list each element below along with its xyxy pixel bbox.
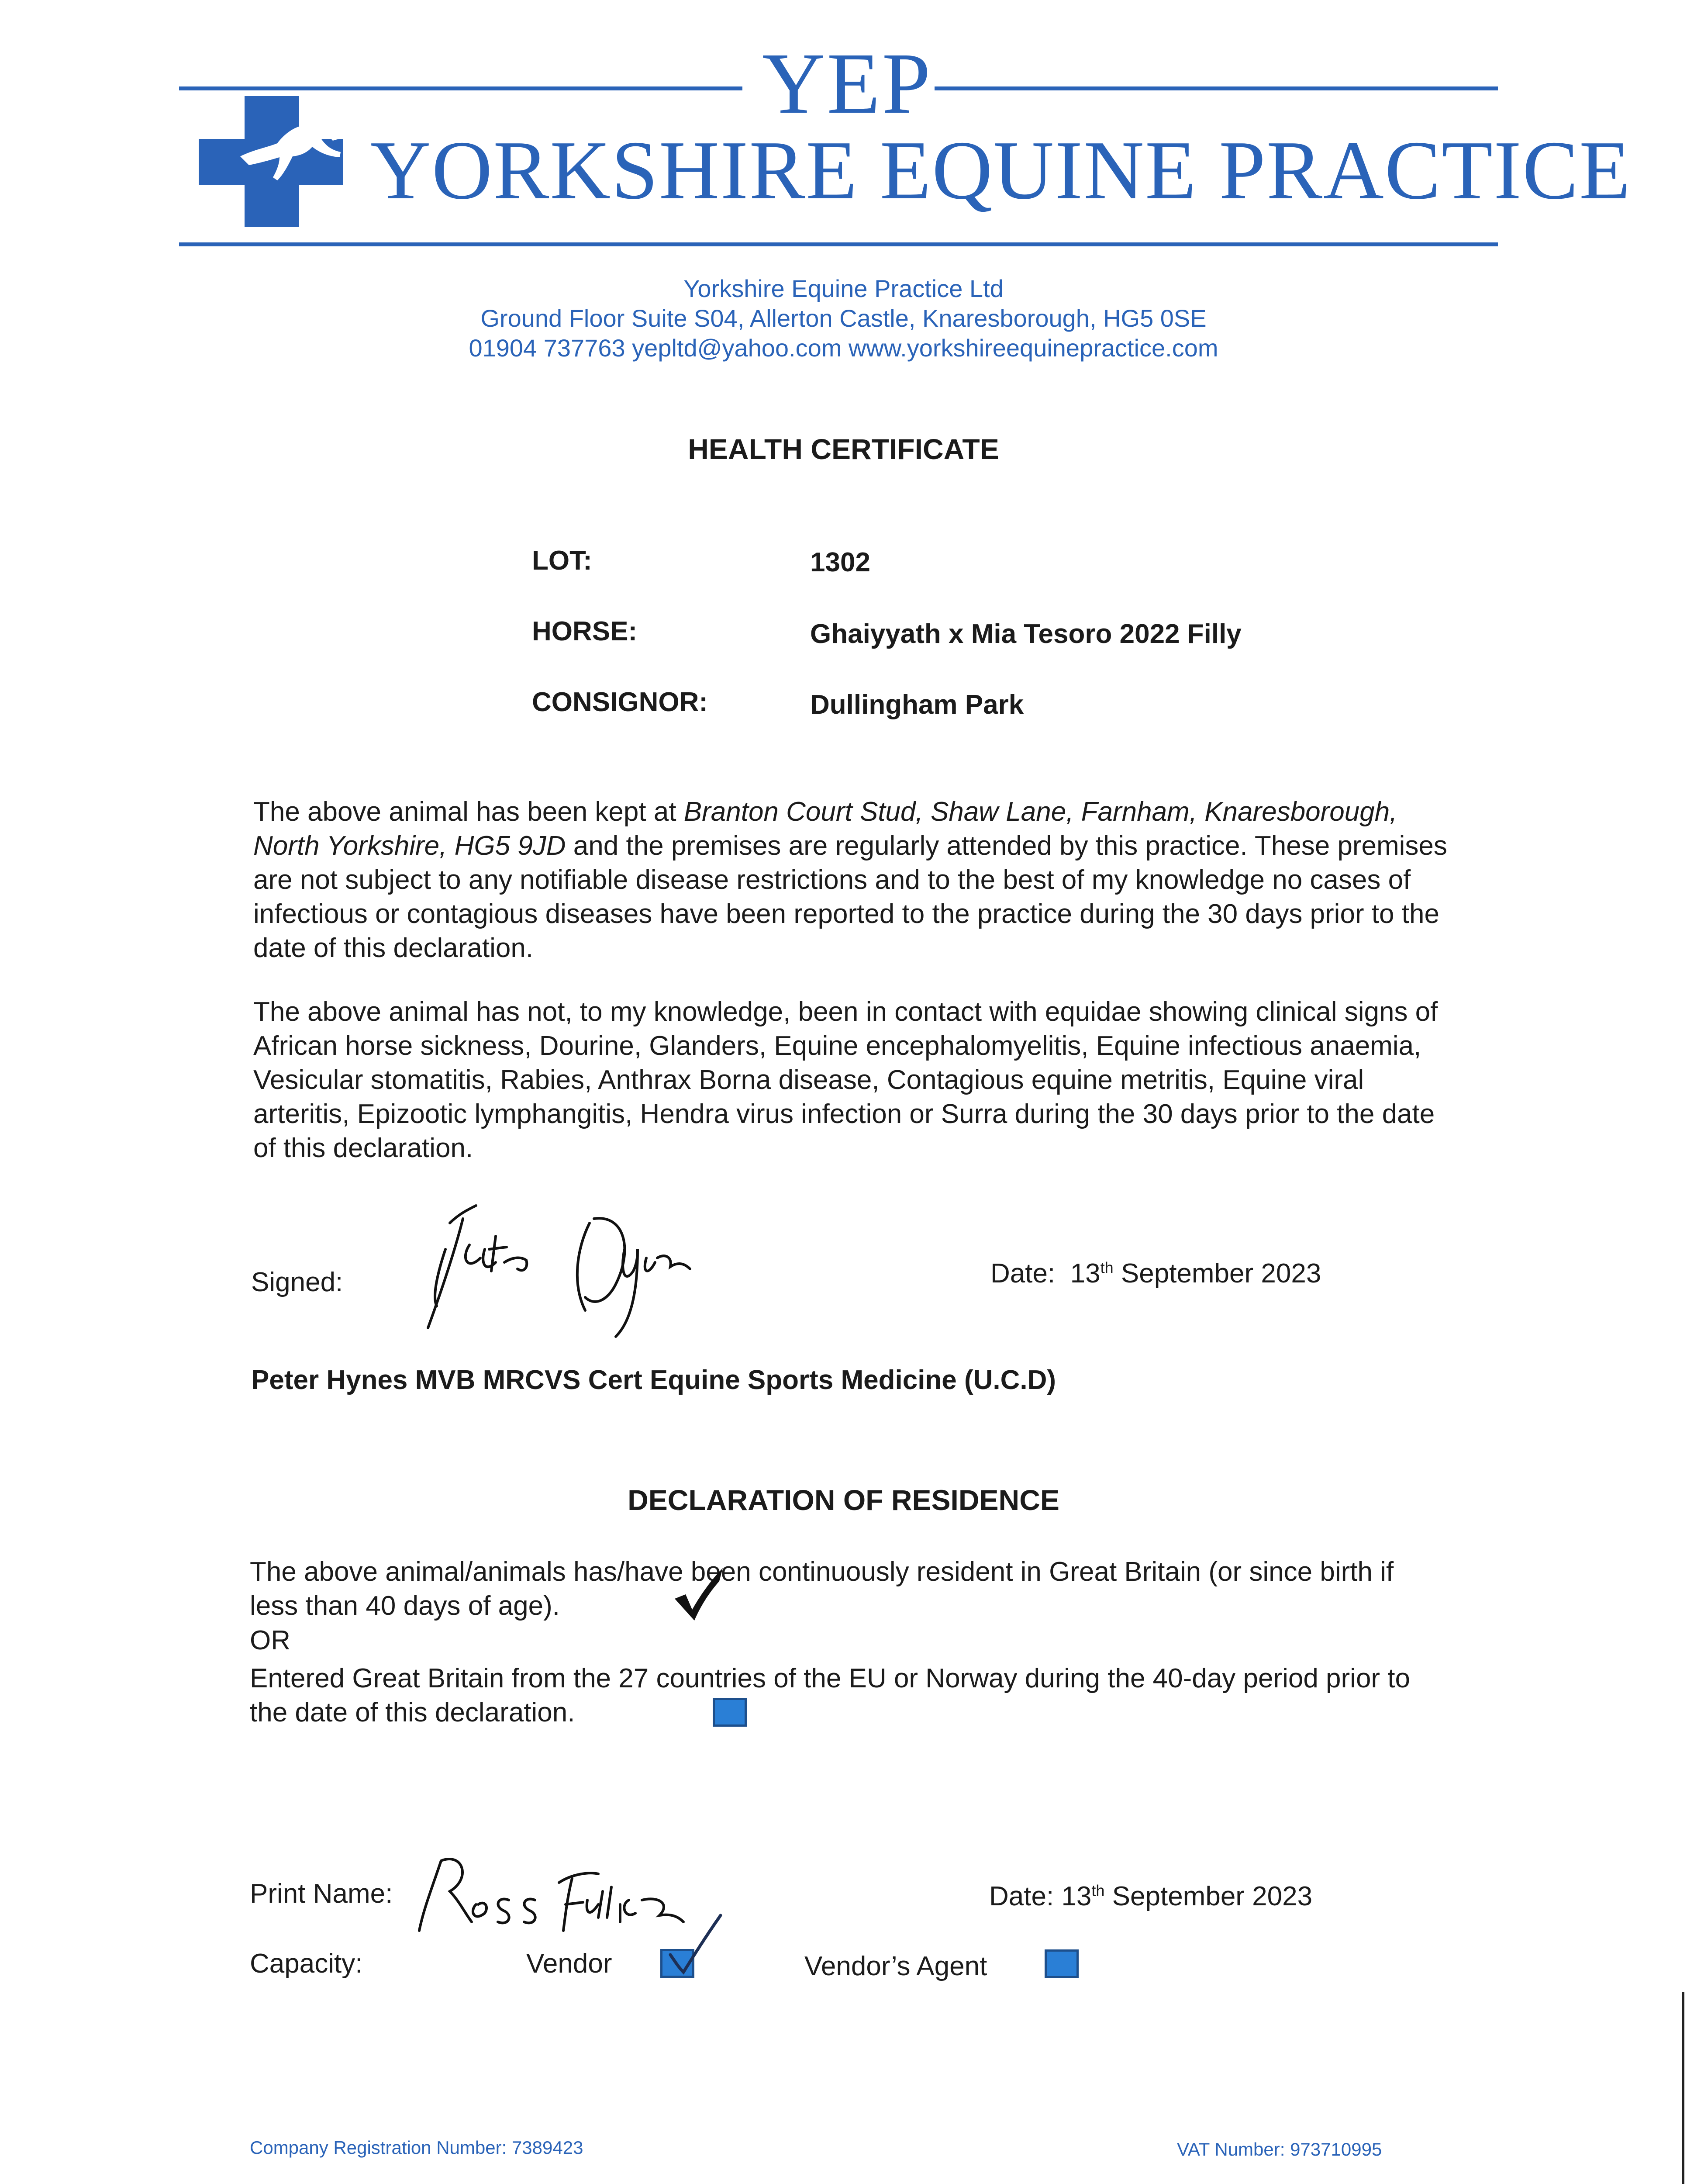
consignor-value: Dullingham Park bbox=[810, 690, 1024, 720]
residence-option-2: Entered Great Britain from the 27 countries of the EU or Norway during the 40-day period prior to the date of this declaration. bbox=[250, 1663, 1411, 1728]
vendor-label: Vendor bbox=[526, 1949, 612, 1979]
company-registration: Company Registration Number: 7389423 bbox=[250, 2137, 583, 2158]
agent-label: Vendor’s Agent bbox=[804, 1951, 987, 1981]
capacity-label: Capacity: bbox=[250, 1949, 363, 1979]
vet-signature bbox=[419, 1197, 699, 1341]
certificate-title: HEALTH CERTIFICATE bbox=[688, 433, 999, 465]
vendor-check-icon bbox=[664, 1907, 725, 1981]
premises-paragraph: The above animal has been kept at Branton Court Stud, Shaw Lane, Farnham, Knaresborough, North Yorkshire, HG5 9JD and the premises are regularly attended by this practice. These premises are not subject to any notifiable disease restrictions and to the best of my knowledge no cases of infectious or contagious diseases have been reported to the practice during the 30 days prior to the date of this declaration. bbox=[253, 797, 1447, 963]
premises-address: Branton Court Stud, Shaw Lane, Farnham, Knaresborough, North Yorkshire, HG5 9JD bbox=[253, 797, 1397, 861]
company-contact: 01904 737763 yepltd@yahoo.com www.yorkshireequinepractice.com bbox=[469, 334, 1218, 362]
horse-label: HORSE: bbox=[532, 616, 638, 646]
header-rule-top-left bbox=[179, 86, 742, 90]
or-text: OR bbox=[250, 1625, 290, 1655]
contact-paragraph: The above animal has not, to my knowledge, been in contact with equidae showing clinical signs of African horse sickness, Dourine, Glanders, Equine encephalomyelitis, Equine infectious anaemia, Vesicular stomatitis, Rabies, Anthrax Borna disease, Contagious equine metritis, Equine viral arteritis, Epizootic lymphangitis, Hendra virus infection or Surra during the 30 days prior to the date of this declaration. bbox=[253, 997, 1438, 1163]
signed-label: Signed: bbox=[251, 1267, 343, 1297]
vat-number: VAT Number: 973710995 bbox=[1177, 2139, 1382, 2160]
consignor-label: CONSIGNOR: bbox=[532, 687, 708, 717]
residence-date: Date: 13th September 2023 bbox=[989, 1881, 1313, 1911]
vendor-signature bbox=[415, 1852, 686, 1939]
scan-edge-line bbox=[1682, 1992, 1684, 2184]
checkmark-icon bbox=[670, 1564, 727, 1625]
company-address: Ground Floor Suite S04, Allerton Castle, Knaresborough, HG5 0SE bbox=[480, 304, 1207, 332]
vet-name: Peter Hynes MVB MRCVS Cert Equine Sports Medicine (U.C.D) bbox=[251, 1365, 1056, 1395]
header-rule-top-right bbox=[935, 86, 1498, 90]
agent-checkbox[interactable] bbox=[1045, 1949, 1079, 1978]
lot-value: 1302 bbox=[810, 547, 870, 577]
print-name-label: Print Name: bbox=[250, 1879, 393, 1909]
company-name: Yorkshire Equine Practice Ltd bbox=[683, 275, 1004, 302]
residence-title: DECLARATION OF RESIDENCE bbox=[628, 1484, 1059, 1516]
logo-abbreviation: YEP bbox=[762, 35, 932, 132]
lot-label: LOT: bbox=[532, 546, 592, 576]
horse-value: Ghaiyyath x Mia Tesoro 2022 Filly bbox=[810, 619, 1242, 649]
certificate-date: Date: 13th September 2023 bbox=[990, 1258, 1321, 1289]
residence-option-2-checkbox[interactable] bbox=[713, 1698, 747, 1727]
residence-option-1: The above animal/animals has/have been continuously resident in Great Britain (or since birth if less than 40 days of age). bbox=[250, 1557, 1394, 1621]
practice-name: YORKSHIRE EQUINE PRACTICE bbox=[370, 124, 1632, 217]
horse-icon bbox=[236, 108, 349, 187]
header-rule-bottom bbox=[179, 242, 1498, 246]
